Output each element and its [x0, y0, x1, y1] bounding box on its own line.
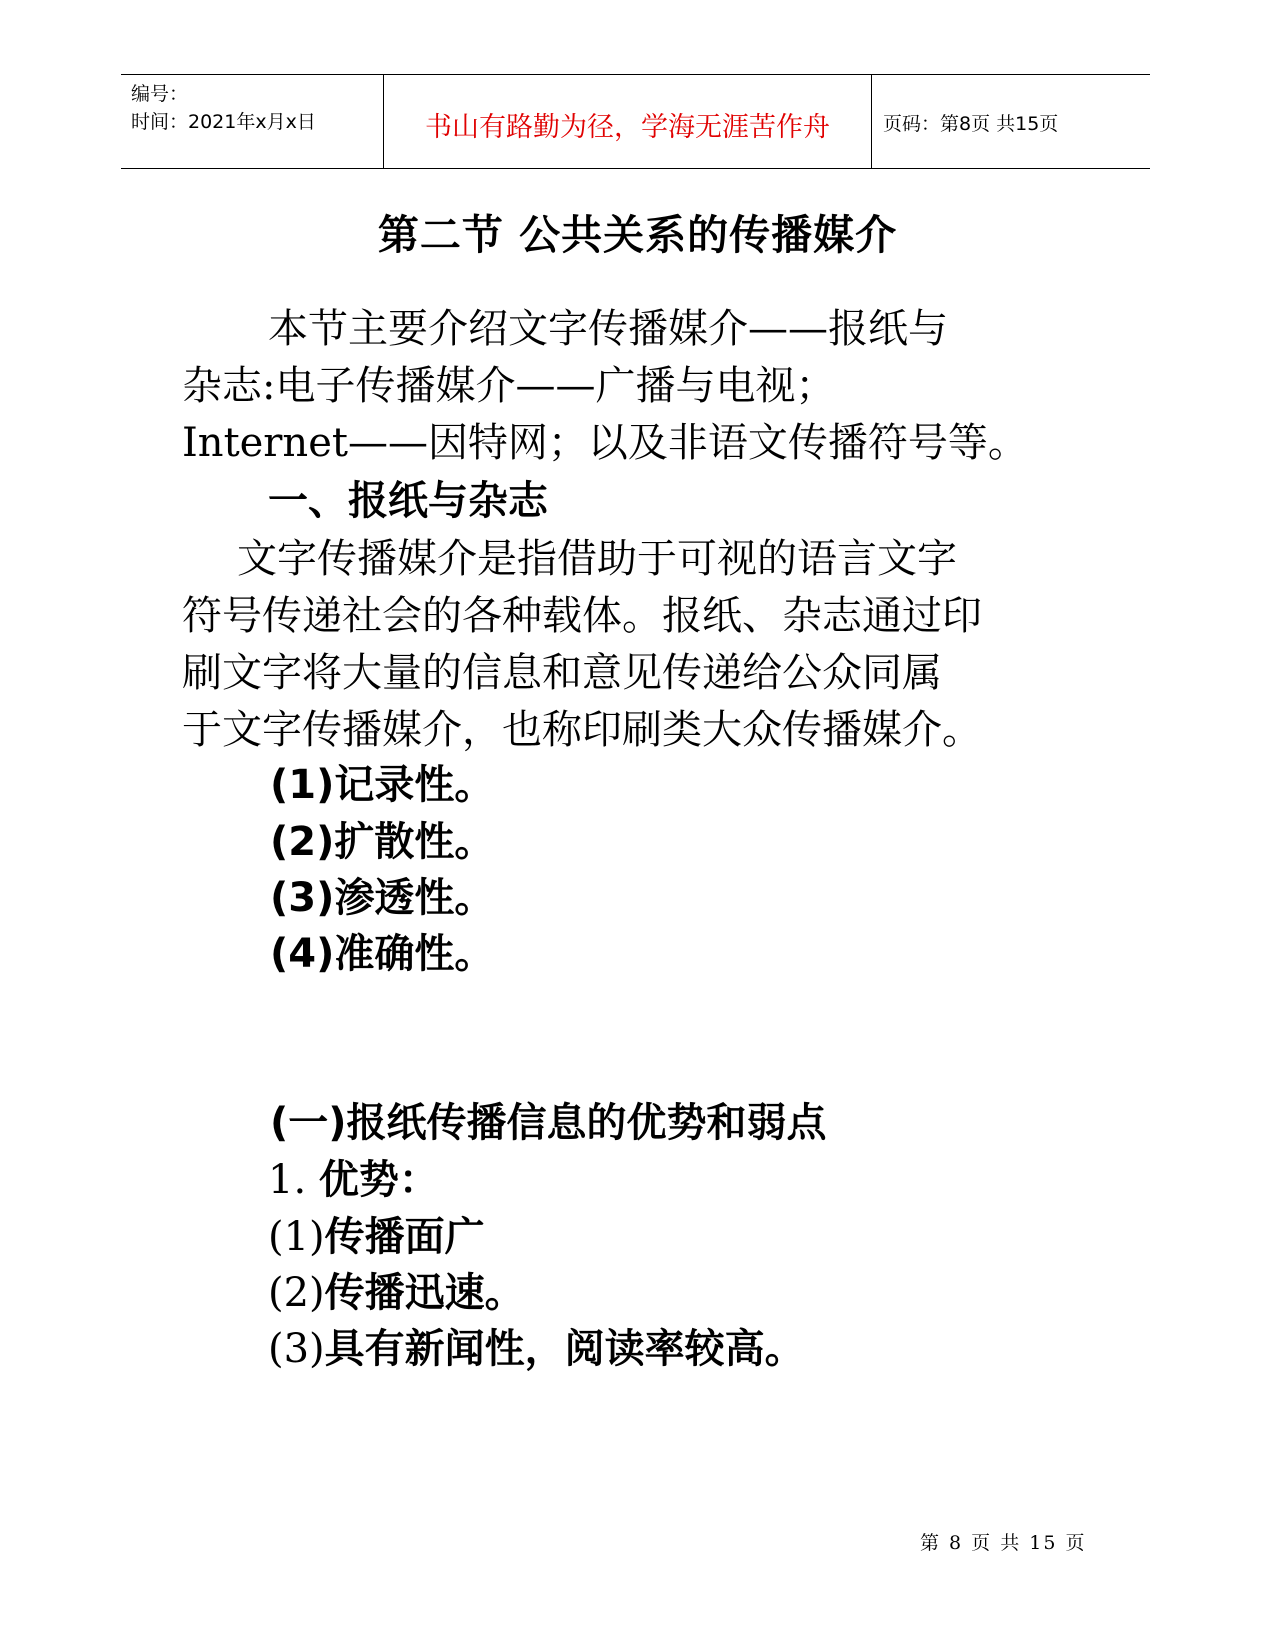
date-label: 时间：2021年x月x日: [131, 111, 316, 133]
section-para-line-4: 于文字传播媒介，也称印刷类大众传播媒介。: [182, 707, 982, 753]
advantage-item: [268, 1320, 805, 1378]
feature-item: (4)准确性。: [270, 931, 495, 977]
advantage-text: 传播迅速。: [324, 1270, 525, 1316]
intro-line-2: 杂志:电子传播媒介——广播与电视；: [182, 363, 836, 409]
document-header: [121, 74, 1150, 169]
page-footer: 第 8 页 共 15 页: [920, 1532, 1087, 1554]
advantage-item: [268, 1208, 485, 1266]
feature-item: (1)记录性。: [270, 762, 495, 808]
advantage-number: (3): [268, 1326, 325, 1372]
advantage-number: (1): [268, 1214, 325, 1260]
header-motto: 书山有路勤为径，学海无涯苦作舟: [425, 112, 830, 143]
serial-label: 编号：: [131, 83, 189, 105]
advantage-number: (2): [268, 1270, 325, 1316]
header-right-cell: [871, 75, 1150, 168]
advantage-text: 具有新闻性，阅读率较高。: [324, 1326, 805, 1372]
header-left-cell: [121, 75, 383, 168]
section-para-line-3: 刷文字将大量的信息和意见传递给公众同属: [182, 650, 942, 696]
intro-line-3: Internet——因特网；以及非语文传播符号等。: [182, 420, 1028, 466]
page-title: 第二节 公共关系的传播媒介: [377, 211, 898, 259]
feature-item: (2)扩散性。: [270, 819, 495, 865]
intro-line-1: 本节主要介绍文字传播媒介——报纸与: [268, 306, 948, 352]
advantage-item: [268, 1264, 525, 1322]
advantages-number: 1.: [268, 1157, 307, 1203]
section-para-line-1: 文字传播媒介是指借助于可视的语言文字: [237, 536, 957, 582]
section-heading: 一、报纸与杂志: [268, 478, 548, 524]
header-page-number: 页码：第8页 共15页: [883, 113, 1059, 135]
advantages-heading: [268, 1151, 439, 1209]
feature-item: (3)渗透性。: [270, 875, 495, 921]
advantage-text: 传播面广: [324, 1214, 485, 1260]
advantages-label: 优势：: [318, 1157, 439, 1203]
subsection-heading: (一)报纸传播信息的优势和弱点: [270, 1100, 827, 1146]
section-para-line-2: 符号传递社会的各种载体。报纸、杂志通过印: [182, 593, 982, 639]
header-middle-cell: [383, 75, 872, 168]
